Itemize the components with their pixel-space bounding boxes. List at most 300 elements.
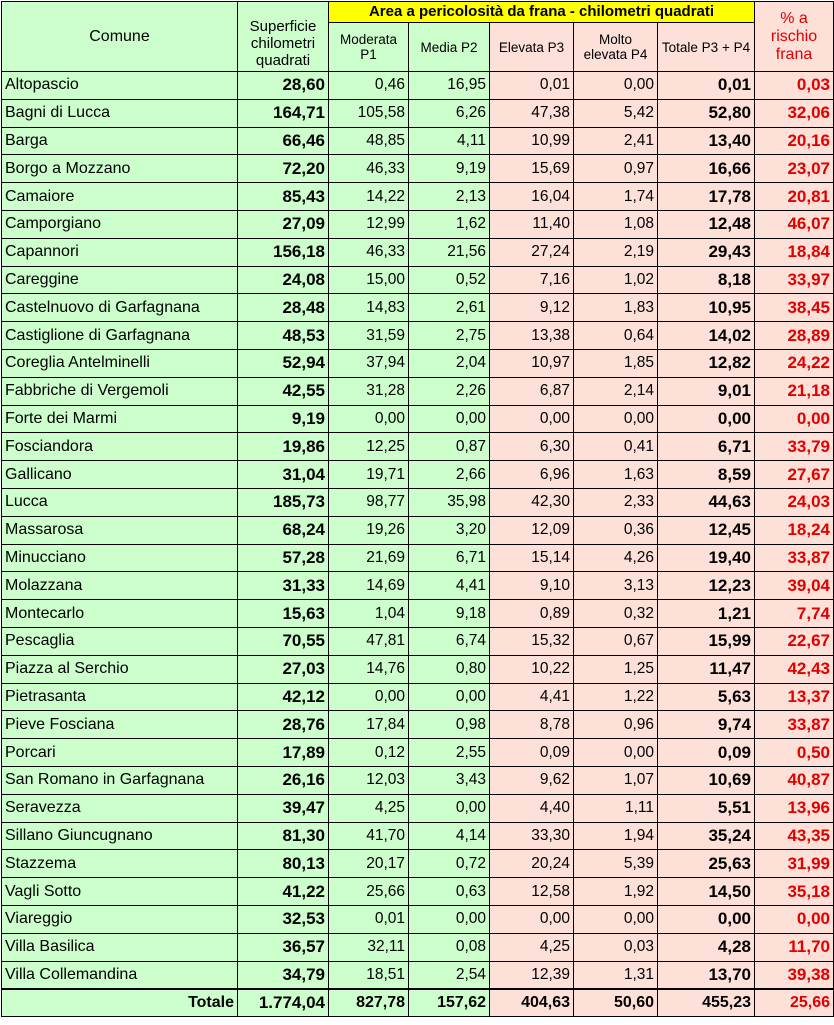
moderata-value: 46,33 bbox=[329, 155, 409, 183]
media-value: 2,55 bbox=[409, 739, 490, 767]
comune-name: Porcari bbox=[2, 739, 238, 767]
elevata-value: 7,16 bbox=[490, 266, 574, 294]
elevata-value: 12,39 bbox=[490, 961, 574, 989]
rischio-value: 22,67 bbox=[755, 627, 834, 655]
media-value: 3,20 bbox=[409, 516, 490, 544]
total-elevata: 404,63 bbox=[490, 989, 574, 1017]
superficie-value: 70,55 bbox=[238, 627, 329, 655]
rischio-value: 31,99 bbox=[755, 850, 834, 878]
media-value: 6,71 bbox=[409, 544, 490, 572]
totale-value: 14,02 bbox=[658, 322, 755, 350]
comune-name: Camaiore bbox=[2, 183, 238, 211]
comune-name: Bagni di Lucca bbox=[2, 99, 238, 127]
table-row bbox=[2, 933, 834, 961]
total-label: Totale bbox=[2, 989, 238, 1017]
elevata-value: 9,10 bbox=[490, 572, 574, 600]
moderata-value: 18,51 bbox=[329, 961, 409, 989]
landslide-hazard-table bbox=[1, 1, 834, 1017]
rischio-value: 46,07 bbox=[755, 210, 834, 238]
comune-name: Borgo a Mozzano bbox=[2, 155, 238, 183]
media-value: 0,98 bbox=[409, 711, 490, 739]
comune-name: Pescaglia bbox=[2, 627, 238, 655]
comune-name: Villa Collemandina bbox=[2, 961, 238, 989]
comune-name: Gallicano bbox=[2, 461, 238, 489]
rischio-value: 35,18 bbox=[755, 878, 834, 906]
elevata-value: 12,09 bbox=[490, 516, 574, 544]
rischio-value: 24,22 bbox=[755, 349, 834, 377]
superficie-value: 9,19 bbox=[238, 405, 329, 433]
table-row bbox=[2, 238, 834, 266]
comune-name: Altopascio bbox=[2, 72, 238, 100]
media-value: 4,14 bbox=[409, 822, 490, 850]
elevata-value: 9,62 bbox=[490, 766, 574, 794]
superficie-value: 28,48 bbox=[238, 294, 329, 322]
rischio-value: 21,18 bbox=[755, 377, 834, 405]
moderata-value: 31,59 bbox=[329, 322, 409, 350]
molto-elevata-value: 1,11 bbox=[574, 794, 658, 822]
table-row bbox=[2, 516, 834, 544]
totale-value: 29,43 bbox=[658, 238, 755, 266]
elevata-value: 27,24 bbox=[490, 238, 574, 266]
superficie-value: 27,03 bbox=[238, 655, 329, 683]
elevata-value: 0,89 bbox=[490, 600, 574, 628]
rischio-value: 33,97 bbox=[755, 266, 834, 294]
molto-elevata-value: 1,92 bbox=[574, 878, 658, 906]
media-value: 2,54 bbox=[409, 961, 490, 989]
media-value: 21,56 bbox=[409, 238, 490, 266]
comune-name: Barga bbox=[2, 127, 238, 155]
table-row bbox=[2, 905, 834, 933]
superficie-value: 34,79 bbox=[238, 961, 329, 989]
table-row bbox=[2, 405, 834, 433]
moderata-value: 15,00 bbox=[329, 266, 409, 294]
totale-value: 6,71 bbox=[658, 433, 755, 461]
header-rischio: % a rischio frana bbox=[755, 2, 834, 72]
elevata-value: 10,99 bbox=[490, 127, 574, 155]
totale-value: 12,23 bbox=[658, 572, 755, 600]
table-row bbox=[2, 822, 834, 850]
totale-value: 17,78 bbox=[658, 183, 755, 211]
superficie-value: 36,57 bbox=[238, 933, 329, 961]
superficie-value: 80,13 bbox=[238, 850, 329, 878]
elevata-value: 4,40 bbox=[490, 794, 574, 822]
media-value: 35,98 bbox=[409, 488, 490, 516]
molto-elevata-value: 1,08 bbox=[574, 210, 658, 238]
total-row bbox=[2, 989, 834, 1017]
totale-value: 52,80 bbox=[658, 99, 755, 127]
superficie-value: 57,28 bbox=[238, 544, 329, 572]
table-row bbox=[2, 377, 834, 405]
superficie-value: 48,53 bbox=[238, 322, 329, 350]
rischio-value: 0,03 bbox=[755, 72, 834, 100]
totale-value: 5,51 bbox=[658, 794, 755, 822]
totale-value: 0,01 bbox=[658, 72, 755, 100]
totale-value: 9,74 bbox=[658, 711, 755, 739]
totale-value: 8,18 bbox=[658, 266, 755, 294]
moderata-value: 32,11 bbox=[329, 933, 409, 961]
totale-value: 15,99 bbox=[658, 627, 755, 655]
media-value: 0,00 bbox=[409, 794, 490, 822]
media-value: 3,43 bbox=[409, 766, 490, 794]
table-row bbox=[2, 627, 834, 655]
header-media: Media P2 bbox=[409, 23, 490, 72]
table-row bbox=[2, 266, 834, 294]
totale-value: 0,00 bbox=[658, 905, 755, 933]
table-body bbox=[2, 72, 834, 989]
total-superficie: 1.774,04 bbox=[238, 989, 329, 1017]
rischio-value: 13,96 bbox=[755, 794, 834, 822]
molto-elevata-value: 1,83 bbox=[574, 294, 658, 322]
superficie-value: 28,76 bbox=[238, 711, 329, 739]
moderata-value: 14,69 bbox=[329, 572, 409, 600]
moderata-value: 46,33 bbox=[329, 238, 409, 266]
elevata-value: 0,00 bbox=[490, 405, 574, 433]
total-moderata: 827,78 bbox=[329, 989, 409, 1017]
molto-elevata-value: 5,42 bbox=[574, 99, 658, 127]
molto-elevata-value: 1,22 bbox=[574, 683, 658, 711]
elevata-value: 13,38 bbox=[490, 322, 574, 350]
totale-value: 0,09 bbox=[658, 739, 755, 767]
elevata-value: 10,97 bbox=[490, 349, 574, 377]
elevata-value: 6,96 bbox=[490, 461, 574, 489]
totale-value: 44,63 bbox=[658, 488, 755, 516]
molto-elevata-value: 1,02 bbox=[574, 266, 658, 294]
molto-elevata-value: 0,96 bbox=[574, 711, 658, 739]
comune-name: San Romano in Garfagnana bbox=[2, 766, 238, 794]
rischio-value: 20,81 bbox=[755, 183, 834, 211]
elevata-value: 11,40 bbox=[490, 210, 574, 238]
totale-value: 5,63 bbox=[658, 683, 755, 711]
rischio-value: 39,38 bbox=[755, 961, 834, 989]
moderata-value: 41,70 bbox=[329, 822, 409, 850]
comune-name: Capannori bbox=[2, 238, 238, 266]
moderata-value: 0,00 bbox=[329, 405, 409, 433]
totale-value: 11,47 bbox=[658, 655, 755, 683]
table-row bbox=[2, 183, 834, 211]
media-value: 2,04 bbox=[409, 349, 490, 377]
elevata-value: 9,12 bbox=[490, 294, 574, 322]
moderata-value: 25,66 bbox=[329, 878, 409, 906]
superficie-value: 68,24 bbox=[238, 516, 329, 544]
media-value: 9,18 bbox=[409, 600, 490, 628]
elevata-value: 4,41 bbox=[490, 683, 574, 711]
rischio-value: 18,24 bbox=[755, 516, 834, 544]
totale-value: 25,63 bbox=[658, 850, 755, 878]
elevata-value: 0,09 bbox=[490, 739, 574, 767]
header-molto-elevata: Molto elevata P4 bbox=[574, 23, 658, 72]
elevata-value: 20,24 bbox=[490, 850, 574, 878]
rischio-value: 28,89 bbox=[755, 322, 834, 350]
comune-name: Vagli Sotto bbox=[2, 878, 238, 906]
totale-value: 10,69 bbox=[658, 766, 755, 794]
molto-elevata-value: 1,31 bbox=[574, 961, 658, 989]
elevata-value: 4,25 bbox=[490, 933, 574, 961]
comune-name: Castiglione di Garfagnana bbox=[2, 322, 238, 350]
comune-name: Minucciano bbox=[2, 544, 238, 572]
superficie-value: 15,63 bbox=[238, 600, 329, 628]
header-totale: Totale P3 + P4 bbox=[658, 23, 755, 72]
media-value: 0,80 bbox=[409, 655, 490, 683]
media-value: 0,87 bbox=[409, 433, 490, 461]
superficie-value: 66,46 bbox=[238, 127, 329, 155]
superficie-value: 27,09 bbox=[238, 210, 329, 238]
superficie-value: 41,22 bbox=[238, 878, 329, 906]
molto-elevata-value: 0,00 bbox=[574, 739, 658, 767]
header-elevata: Elevata P3 bbox=[490, 23, 574, 72]
moderata-value: 21,69 bbox=[329, 544, 409, 572]
totale-value: 13,40 bbox=[658, 127, 755, 155]
superficie-value: 164,71 bbox=[238, 99, 329, 127]
moderata-value: 17,84 bbox=[329, 711, 409, 739]
elevata-value: 0,00 bbox=[490, 905, 574, 933]
elevata-value: 15,14 bbox=[490, 544, 574, 572]
rischio-value: 40,87 bbox=[755, 766, 834, 794]
molto-elevata-value: 1,63 bbox=[574, 461, 658, 489]
comune-name: Viareggio bbox=[2, 905, 238, 933]
superficie-value: 32,53 bbox=[238, 905, 329, 933]
media-value: 0,00 bbox=[409, 905, 490, 933]
media-value: 0,52 bbox=[409, 266, 490, 294]
moderata-value: 4,25 bbox=[329, 794, 409, 822]
table-row bbox=[2, 155, 834, 183]
media-value: 1,62 bbox=[409, 210, 490, 238]
molto-elevata-value: 0,36 bbox=[574, 516, 658, 544]
table-row bbox=[2, 488, 834, 516]
comune-name: Pietrasanta bbox=[2, 683, 238, 711]
molto-elevata-value: 2,19 bbox=[574, 238, 658, 266]
superficie-value: 42,55 bbox=[238, 377, 329, 405]
comune-name: Castelnuovo di Garfagnana bbox=[2, 294, 238, 322]
rischio-value: 20,16 bbox=[755, 127, 834, 155]
table-row bbox=[2, 711, 834, 739]
table-row bbox=[2, 210, 834, 238]
rischio-value: 0,50 bbox=[755, 739, 834, 767]
molto-elevata-value: 2,14 bbox=[574, 377, 658, 405]
table-row bbox=[2, 850, 834, 878]
superficie-value: 85,43 bbox=[238, 183, 329, 211]
totale-value: 13,70 bbox=[658, 961, 755, 989]
comune-name: Seravezza bbox=[2, 794, 238, 822]
table-row bbox=[2, 99, 834, 127]
superficie-value: 24,08 bbox=[238, 266, 329, 294]
media-value: 0,63 bbox=[409, 878, 490, 906]
totale-value: 16,66 bbox=[658, 155, 755, 183]
molto-elevata-value: 0,32 bbox=[574, 600, 658, 628]
molto-elevata-value: 2,33 bbox=[574, 488, 658, 516]
table-row bbox=[2, 433, 834, 461]
table-row bbox=[2, 794, 834, 822]
elevata-value: 12,58 bbox=[490, 878, 574, 906]
rischio-value: 11,70 bbox=[755, 933, 834, 961]
superficie-value: 42,12 bbox=[238, 683, 329, 711]
moderata-value: 48,85 bbox=[329, 127, 409, 155]
elevata-value: 6,30 bbox=[490, 433, 574, 461]
header-superficie: Superficie chilometri quadrati bbox=[238, 2, 329, 72]
table-row bbox=[2, 544, 834, 572]
molto-elevata-value: 1,74 bbox=[574, 183, 658, 211]
moderata-value: 14,76 bbox=[329, 655, 409, 683]
moderata-value: 37,94 bbox=[329, 349, 409, 377]
molto-elevata-value: 2,41 bbox=[574, 127, 658, 155]
media-value: 0,72 bbox=[409, 850, 490, 878]
media-value: 2,13 bbox=[409, 183, 490, 211]
rischio-value: 23,07 bbox=[755, 155, 834, 183]
moderata-value: 98,77 bbox=[329, 488, 409, 516]
molto-elevata-value: 3,13 bbox=[574, 572, 658, 600]
total-totale: 455,23 bbox=[658, 989, 755, 1017]
moderata-value: 1,04 bbox=[329, 600, 409, 628]
moderata-value: 31,28 bbox=[329, 377, 409, 405]
totale-value: 12,82 bbox=[658, 349, 755, 377]
media-value: 16,95 bbox=[409, 72, 490, 100]
media-value: 0,08 bbox=[409, 933, 490, 961]
rischio-value: 0,00 bbox=[755, 905, 834, 933]
molto-elevata-value: 5,39 bbox=[574, 850, 658, 878]
totale-value: 0,00 bbox=[658, 405, 755, 433]
moderata-value: 47,81 bbox=[329, 627, 409, 655]
molto-elevata-value: 4,26 bbox=[574, 544, 658, 572]
moderata-value: 12,99 bbox=[329, 210, 409, 238]
comune-name: Stazzema bbox=[2, 850, 238, 878]
totale-value: 4,28 bbox=[658, 933, 755, 961]
media-value: 0,00 bbox=[409, 683, 490, 711]
molto-elevata-value: 1,94 bbox=[574, 822, 658, 850]
totale-value: 10,95 bbox=[658, 294, 755, 322]
table-row bbox=[2, 322, 834, 350]
table-row bbox=[2, 127, 834, 155]
elevata-value: 42,30 bbox=[490, 488, 574, 516]
molto-elevata-value: 0,41 bbox=[574, 433, 658, 461]
moderata-value: 0,01 bbox=[329, 905, 409, 933]
table-row bbox=[2, 739, 834, 767]
comune-name: Fabbriche di Vergemoli bbox=[2, 377, 238, 405]
molto-elevata-value: 0,97 bbox=[574, 155, 658, 183]
molto-elevata-value: 0,00 bbox=[574, 905, 658, 933]
comune-name: Molazzana bbox=[2, 572, 238, 600]
superficie-value: 72,20 bbox=[238, 155, 329, 183]
moderata-value: 12,25 bbox=[329, 433, 409, 461]
comune-name: Forte dei Marmi bbox=[2, 405, 238, 433]
table-row bbox=[2, 683, 834, 711]
superficie-value: 19,86 bbox=[238, 433, 329, 461]
comune-name: Montecarlo bbox=[2, 600, 238, 628]
elevata-value: 33,30 bbox=[490, 822, 574, 850]
elevata-value: 8,78 bbox=[490, 711, 574, 739]
rischio-value: 32,06 bbox=[755, 99, 834, 127]
comune-name: Careggine bbox=[2, 266, 238, 294]
totale-value: 14,50 bbox=[658, 878, 755, 906]
table-row bbox=[2, 878, 834, 906]
media-value: 2,61 bbox=[409, 294, 490, 322]
table-row bbox=[2, 961, 834, 989]
comune-name: Coreglia Antelminelli bbox=[2, 349, 238, 377]
rischio-value: 24,03 bbox=[755, 488, 834, 516]
moderata-value: 19,71 bbox=[329, 461, 409, 489]
molto-elevata-value: 0,03 bbox=[574, 933, 658, 961]
totale-value: 12,48 bbox=[658, 210, 755, 238]
molto-elevata-value: 0,67 bbox=[574, 627, 658, 655]
comune-name: Fosciandora bbox=[2, 433, 238, 461]
comune-name: Lucca bbox=[2, 488, 238, 516]
superficie-value: 185,73 bbox=[238, 488, 329, 516]
total-rischio: 25,66 bbox=[755, 989, 834, 1017]
rischio-value: 0,00 bbox=[755, 405, 834, 433]
rischio-value: 42,43 bbox=[755, 655, 834, 683]
superficie-value: 17,89 bbox=[238, 739, 329, 767]
media-value: 6,26 bbox=[409, 99, 490, 127]
rischio-value: 33,79 bbox=[755, 433, 834, 461]
media-value: 0,00 bbox=[409, 405, 490, 433]
moderata-value: 12,03 bbox=[329, 766, 409, 794]
molto-elevata-value: 0,00 bbox=[574, 405, 658, 433]
superficie-value: 28,60 bbox=[238, 72, 329, 100]
rischio-value: 38,45 bbox=[755, 294, 834, 322]
elevata-value: 47,38 bbox=[490, 99, 574, 127]
media-value: 4,11 bbox=[409, 127, 490, 155]
elevata-value: 0,01 bbox=[490, 72, 574, 100]
rischio-value: 39,04 bbox=[755, 572, 834, 600]
media-value: 9,19 bbox=[409, 155, 490, 183]
totale-value: 9,01 bbox=[658, 377, 755, 405]
comune-name: Massarosa bbox=[2, 516, 238, 544]
table-row bbox=[2, 655, 834, 683]
total-media: 157,62 bbox=[409, 989, 490, 1017]
totale-value: 12,45 bbox=[658, 516, 755, 544]
table-row bbox=[2, 294, 834, 322]
rischio-value: 33,87 bbox=[755, 711, 834, 739]
molto-elevata-value: 0,64 bbox=[574, 322, 658, 350]
rischio-value: 7,74 bbox=[755, 600, 834, 628]
moderata-value: 0,00 bbox=[329, 683, 409, 711]
moderata-value: 19,26 bbox=[329, 516, 409, 544]
elevata-value: 16,04 bbox=[490, 183, 574, 211]
table-row bbox=[2, 349, 834, 377]
rischio-value: 18,84 bbox=[755, 238, 834, 266]
molto-elevata-value: 1,25 bbox=[574, 655, 658, 683]
moderata-value: 14,22 bbox=[329, 183, 409, 211]
table-row bbox=[2, 461, 834, 489]
elevata-value: 15,69 bbox=[490, 155, 574, 183]
totale-value: 1,21 bbox=[658, 600, 755, 628]
totale-value: 19,40 bbox=[658, 544, 755, 572]
media-value: 6,74 bbox=[409, 627, 490, 655]
molto-elevata-value: 1,07 bbox=[574, 766, 658, 794]
moderata-value: 20,17 bbox=[329, 850, 409, 878]
header-comune: Comune bbox=[2, 2, 238, 72]
media-value: 2,66 bbox=[409, 461, 490, 489]
superficie-value: 31,04 bbox=[238, 461, 329, 489]
total-molto-elevata: 50,60 bbox=[574, 989, 658, 1017]
totale-value: 8,59 bbox=[658, 461, 755, 489]
rischio-value: 33,87 bbox=[755, 544, 834, 572]
comune-name: Camporgiano bbox=[2, 210, 238, 238]
media-value: 4,41 bbox=[409, 572, 490, 600]
comune-name: Villa Basilica bbox=[2, 933, 238, 961]
totale-value: 35,24 bbox=[658, 822, 755, 850]
table-row bbox=[2, 572, 834, 600]
moderata-value: 0,12 bbox=[329, 739, 409, 767]
comune-name: Piazza al Serchio bbox=[2, 655, 238, 683]
table-row bbox=[2, 72, 834, 100]
moderata-value: 14,83 bbox=[329, 294, 409, 322]
table-row bbox=[2, 600, 834, 628]
elevata-value: 15,32 bbox=[490, 627, 574, 655]
rischio-value: 13,37 bbox=[755, 683, 834, 711]
superficie-value: 31,33 bbox=[238, 572, 329, 600]
table-row bbox=[2, 766, 834, 794]
superficie-value: 52,94 bbox=[238, 349, 329, 377]
rischio-value: 43,35 bbox=[755, 822, 834, 850]
